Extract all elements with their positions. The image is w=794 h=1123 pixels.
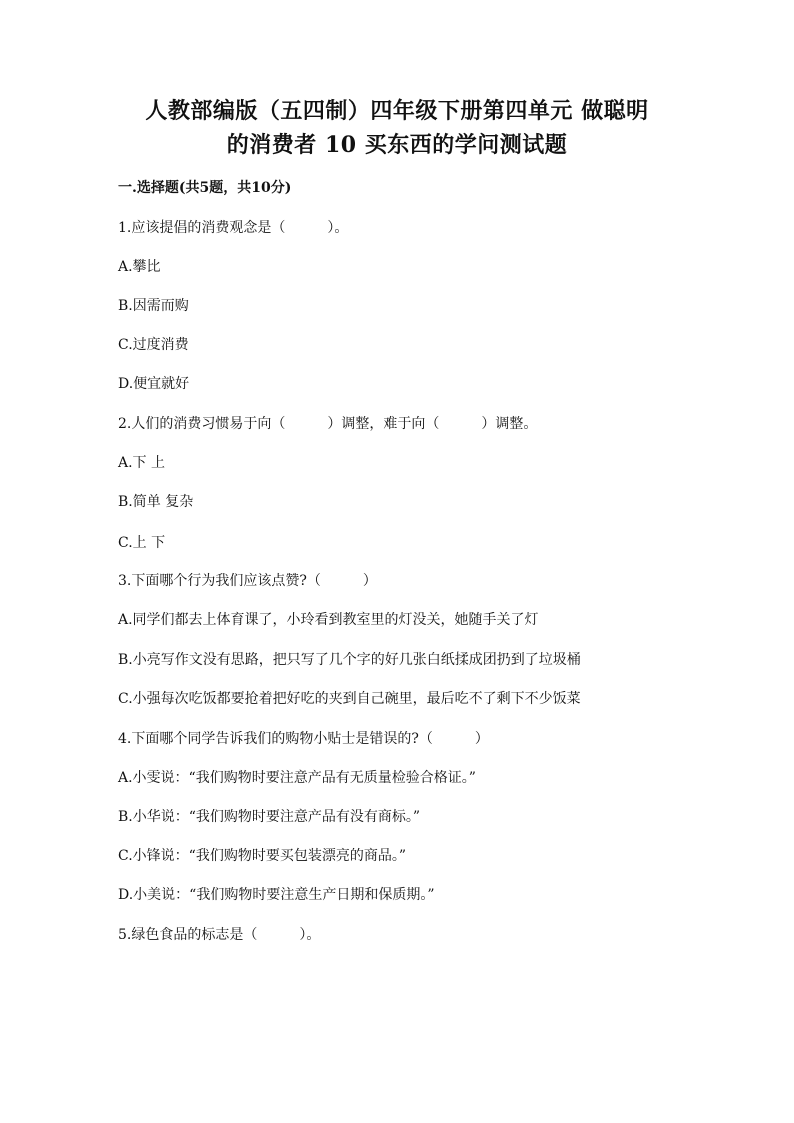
question-2-stem: 2.人们的消费习惯易于向（ ）调整，难于向（ ）调整。 <box>118 416 538 432</box>
question-3-option-a: A.同学们都去上体育课了，小玲看到教室里的灯没关，她随手关了灯 <box>118 612 539 628</box>
question-2-option-b: B.简单 复杂 <box>118 494 194 510</box>
question-4-stem: 4.下面哪个同学告诉我们的购物小贴士是错误的?（ ） <box>118 731 489 747</box>
question-1-option-b: B.因需而购 <box>118 298 189 314</box>
question-4-option-c: C.小锋说：“我们购物时要买包装漂亮的商品。” <box>118 848 406 864</box>
question-2-option-a: A.下 上 <box>118 455 166 471</box>
question-2-option-c: C.上 下 <box>118 535 166 551</box>
question-1-option-a: A.攀比 <box>118 259 161 275</box>
document-title-line-1: 人教部编版（五四制）四年级下册第四单元 做聪明 <box>145 98 649 124</box>
question-4-option-b: B.小华说：“我们购物时要注意产品有没有商标。” <box>118 809 421 825</box>
question-3-stem: 3.下面哪个行为我们应该点赞?（ ） <box>118 573 377 589</box>
question-1-option-c: C.过度消费 <box>118 337 189 353</box>
question-3-option-c: C.小强每次吃饭都要抢着把好吃的夹到自己碗里，最后吃不了剩下不少饭菜 <box>118 691 581 707</box>
question-5-stem: 5.绿色食品的标志是（ ）。 <box>118 927 321 943</box>
question-4-option-a: A.小雯说：“我们购物时要注意产品有无质量检验合格证。” <box>118 770 476 786</box>
question-3-option-b: B.小亮写作文没有思路，把只写了几个字的好几张白纸揉成团扔到了垃圾桶 <box>118 652 581 668</box>
document-title-line-2: 的消费者 10 买东西的学问测试题 <box>226 132 568 158</box>
question-4-option-d: D.小美说：“我们购物时要注意生产日期和保质期。” <box>118 887 435 903</box>
question-1-option-d: D.便宜就好 <box>118 376 190 392</box>
question-1-stem: 1.应该提倡的消费观念是（ ）。 <box>118 220 349 236</box>
section-heading: 一.选择题(共5题，共10分) <box>118 180 292 196</box>
